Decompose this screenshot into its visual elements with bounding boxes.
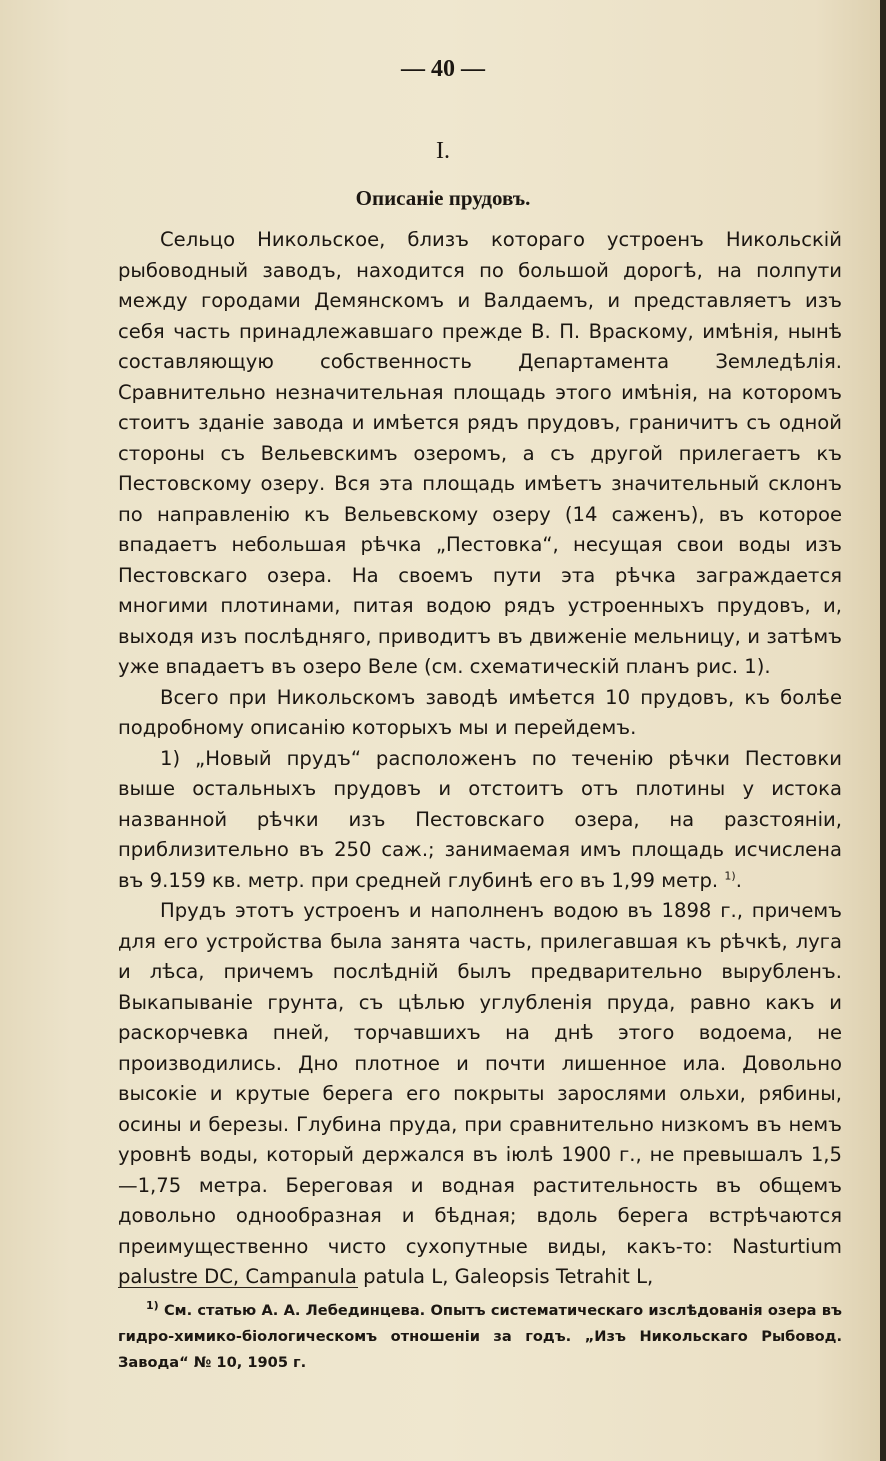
paragraph-2: Всего при Никольскомъ заводѣ имѣется 10 прудовъ, къ болѣе подробному описанію которыхъ мы и перейдемъ. xyxy=(118,685,842,739)
paragraph-3: 1) „Новый прудъ“ расположенъ по теченію рѣчки Пестовки выше остальныхъ прудовъ и отстоитъ отъ плотины у истока названной рѣчки изъ Пестовскаго озера, на разстояніи, приблизительно въ 250 саж.; занимаемая имъ площадь исчислена въ 9.159 кв. метр. при средней глубинѣ его въ 1,99 метр. $^{1)}$. xyxy=(118,746,842,892)
page-number: — 40 — xyxy=(401,56,485,82)
section-title: Описаніе прудовъ. xyxy=(355,186,531,210)
footnote-text: См. статью А. А. Лебединцева. Опытъ систематическаго изслѣдованія озера въ гидро-химико-біологическомъ отношеніи за годъ. „Изъ Никольскаго Рыбовод. Завода“ № 10, 1905 г. xyxy=(118,1302,842,1371)
footnote-reference: 1) xyxy=(724,868,736,882)
paragraph-4: Прудъ этотъ устроенъ и наполненъ водою въ 1898 г., причемъ для его устройства была занята часть, прилегавшая къ рѣчкѣ, луга и лѣса, причемъ послѣдній былъ предварительно вырубленъ. Выкапываніе грунта, съ цѣлью углубленія пруда, равно какъ и раскорчевка пней, торчавшихъ на днѣ этого водоема, не производились. Дно плотное и почти лишенное ила. Довольно высокіе и крутые берега его покрыты зарослями ольхи, рябины, осины и березы. Глубина пруда, при сравнительно низкомъ въ немъ уровнѣ воды, который держался въ іюлѣ 1900 г., не превышалъ 1,5—1,75 метра. Береговая и водная растительность въ общемъ довольно однообразная и бѣдная; вдоль берега встрѣчаются преимущественно чисто сухопутные виды, какъ-то: Nasturtium palustre DC, Campanula patula L, Galeopsis Tetrahit L, xyxy=(118,899,842,1288)
footnote-divider xyxy=(118,1287,358,1288)
footnote xyxy=(118,1298,842,1376)
page-edge-shadow xyxy=(880,0,886,1461)
body-text xyxy=(118,225,842,1293)
footnote-marker: 1) xyxy=(146,1299,159,1313)
section-number: I. xyxy=(436,138,450,164)
paragraph-1: Сельцо Никольское, близъ котораго устроенъ Никольскій рыбоводный заводъ, находится по большой дорогѣ, на полпути между городами Демянскомъ и Валдаемъ, и представляетъ изъ себя часть принадлежавшаго прежде В. П. Враскому, имѣнія, нынѣ составляющую собственность Департамента Земледѣлія. Сравнительно незначительная площадь этого имѣнія, на которомъ стоитъ зданіе завода и имѣется рядъ прудовъ, граничитъ съ одной стороны съ Вельевскимъ озеромъ, а съ другой прилегаетъ къ Пестовскому озеру. Вся эта площадь имѣетъ значительный склонъ по направленію къ Вельевскому озеру (14 саженъ), въ которое впадаетъ небольшая рѣчка „Пестовка“, несущая свои воды изъ Пестовскаго озера. На своемъ пути эта рѣчка заграждается многими плотинами, питая водою рядъ устроенныхъ прудовъ, и, выходя изъ послѣдняго, приводитъ въ движеніе мельницу, и затѣмъ уже впадаетъ въ озеро Веле (см. схематическій планъ рис. 1). xyxy=(118,228,842,678)
footnote-paragraph xyxy=(118,1298,842,1376)
paragraph-3-text: 1) „Новый прудъ“ расположенъ по теченію рѣчки Пестовки выше остальныхъ прудовъ и отстоитъ отъ плотины у истока названной рѣчки изъ Пестовскаго озера, на разстояніи, приблизительно въ 250 саж.; занимаемая имъ площадь исчислена въ 9.159 кв. метр. при средней глубинѣ его въ 1,99 метр. xyxy=(118,746,842,892)
